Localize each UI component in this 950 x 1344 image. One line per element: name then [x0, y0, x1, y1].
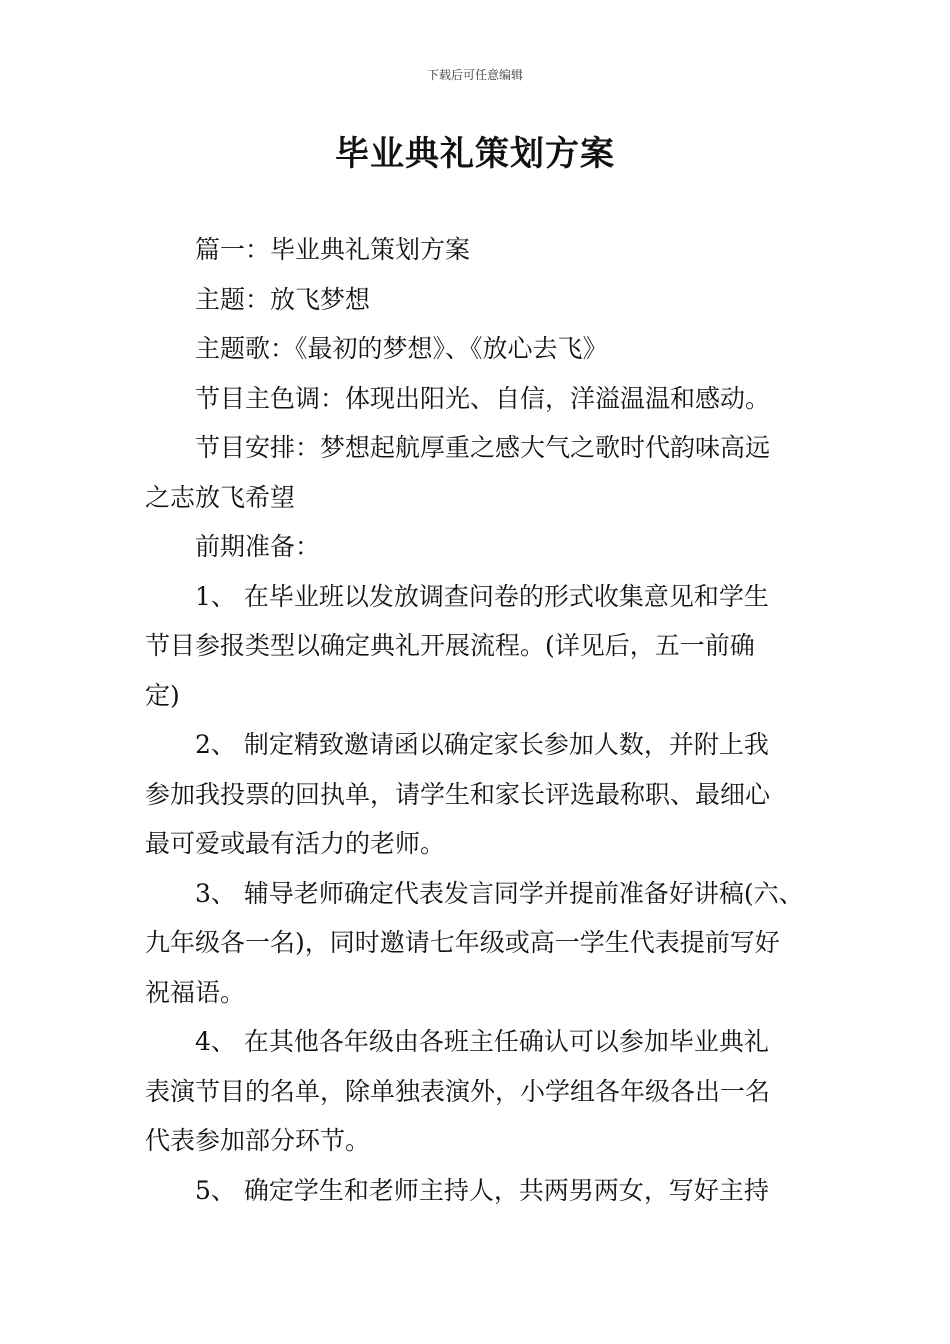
body-line: 祝福语。 — [145, 977, 246, 1007]
page-header-note: 下载后可任意编辑 — [426, 68, 523, 82]
body-line: 前期准备： — [195, 532, 321, 561]
document-title: 毕业典礼策划方案 — [335, 134, 615, 174]
body-line: 之志放飞希望 — [145, 482, 296, 512]
body-line: 定) — [145, 680, 180, 710]
body-line: 1、 在毕业班以发放调查问卷的形式收集意见和学生 — [195, 581, 769, 611]
body-line: 表演节目的名单，除单独表演外，小学组各年级各出一名 — [145, 1076, 771, 1106]
body-line: 九年级各一名)，同时邀请七年级或高一学生代表提前写好 — [145, 928, 780, 957]
body-line: 主题歌：《最初的梦想》、《放心去飞》 — [195, 334, 608, 363]
body-line: 主题：放飞梦想 — [195, 284, 371, 314]
body-line: 最可爱或最有活力的老师。 — [145, 829, 446, 858]
body-line: 3、 辅导老师确定代表发言同学并提前准备好讲稿(六、 — [195, 878, 804, 908]
body-line: 参加我投票的回执单，请学生和家长评选最称职、最细心 — [145, 779, 771, 809]
body-line: 2、 制定精致邀请函以确定家长参加人数，并附上我 — [195, 730, 769, 759]
body-line: 节目安排：梦想起航厚重之感大气之歌时代韵味高远 — [195, 433, 771, 462]
body-line: 节目参报类型以确定典礼开展流程。(详见后，五一前确 — [145, 631, 755, 660]
body-line: 篇一：毕业典礼策划方案 — [195, 235, 471, 264]
body-line: 节目主色调：体现出阳光、自信，洋溢温温和感动。 — [195, 383, 771, 413]
body-line: 5、 确定学生和老师主持人，共两男两女，写好主持 — [195, 1175, 769, 1205]
body-line: 4、 在其他各年级由各班主任确认可以参加毕业典礼 — [195, 1027, 769, 1056]
document-body — [145, 225, 825, 1215]
body-line: 代表参加部分环节。 — [145, 1126, 371, 1155]
